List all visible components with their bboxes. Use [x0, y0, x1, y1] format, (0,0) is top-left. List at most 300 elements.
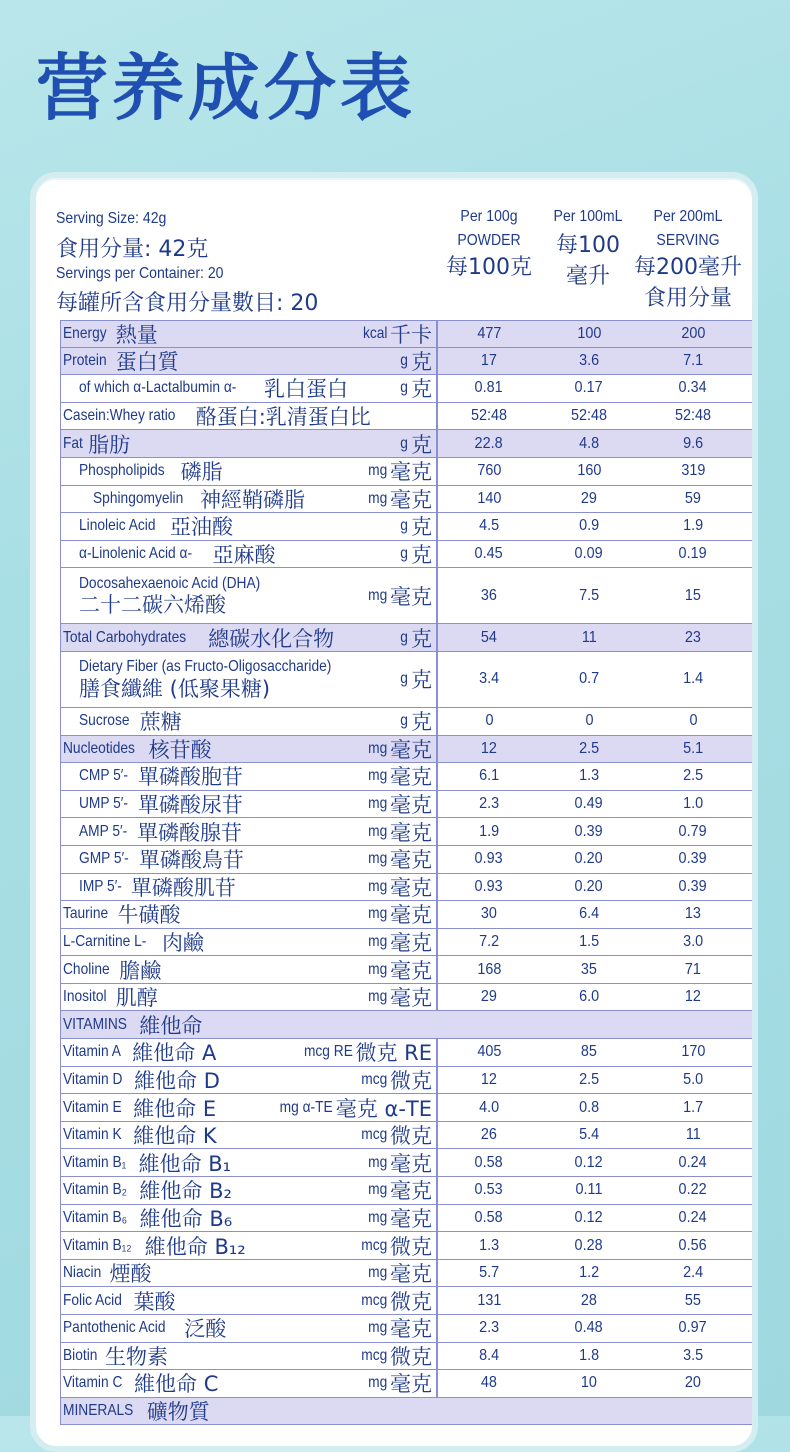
unit-en: mg [367, 1319, 387, 1337]
unit-en: g [400, 351, 408, 369]
nutrient-name-zh: 亞麻酸 [212, 543, 276, 568]
unit-en: kcal [362, 324, 387, 342]
unit-en: g [400, 670, 408, 688]
value-cell: 0 [688, 712, 698, 730]
unit-zh: 千卡 [390, 322, 432, 347]
unit-label [365, 1315, 432, 1342]
nutrient-row [60, 375, 758, 403]
value-cell: 30 [480, 905, 498, 923]
nutrient-label [79, 818, 242, 845]
unit-label [365, 956, 432, 983]
nutrient-name-zh: 單磷酸腺苷 [137, 820, 243, 845]
column-divider [436, 430, 438, 457]
value-cell: 6.4 [578, 905, 600, 923]
nutrient-label [63, 1370, 218, 1397]
nutrient-name-en: Vitamin B₆ [63, 1208, 128, 1226]
nutrient-name-en: Niacin [63, 1264, 102, 1282]
unit-label [365, 874, 432, 901]
value-cell: 5.4 [578, 1126, 600, 1144]
nutrient-name-zh: 牛磺酸 [117, 903, 181, 928]
value-cell: 3.5 [682, 1346, 704, 1364]
serving-size-zh: 食用分量: 42克 [56, 237, 209, 262]
unit-zh: 毫克 [390, 584, 432, 609]
value-cell: 0.24 [678, 1208, 708, 1226]
nutrient-name-zh: 亞油酸 [169, 515, 233, 540]
unit-label [399, 348, 432, 375]
nutrient-name-en: Docosahexaenoic Acid (DHA) [79, 574, 261, 592]
value-cell: 2.3 [478, 1319, 500, 1337]
nutrient-name-zh: 脂肪 [88, 432, 131, 457]
unit-en: mg [367, 1374, 387, 1392]
nutrient-label [79, 375, 348, 402]
value-cell: 3.4 [478, 670, 500, 688]
column-divider [436, 321, 438, 347]
nutrient-row [60, 458, 758, 486]
unit-zh: 微克 [390, 1344, 432, 1369]
unit-label [357, 1122, 432, 1149]
nutrient-row [60, 1177, 758, 1205]
nutrient-name-zh: 葉酸 [133, 1289, 176, 1314]
value-cell: 160 [576, 462, 602, 480]
value-cell: 2.5 [578, 1070, 600, 1088]
value-cell: 2.5 [578, 739, 600, 757]
section-row [60, 430, 758, 458]
column-divider [436, 1177, 438, 1204]
unit-label [357, 1287, 432, 1314]
unit-en: mg [367, 795, 387, 813]
value-cell: 0.28 [574, 1236, 604, 1254]
value-cell: 0.12 [574, 1208, 604, 1226]
nutrient-name-zh: 維他命 B₂ [139, 1179, 232, 1204]
unit-label [365, 1370, 432, 1397]
nutrient-row [60, 1232, 758, 1260]
unit-en: mg [367, 988, 387, 1006]
value-cell: 0.34 [678, 379, 708, 397]
value-cell: 5.0 [682, 1070, 704, 1088]
nutrient-row [60, 1343, 758, 1371]
unit-label [357, 1067, 432, 1094]
value-cell: 28 [580, 1291, 598, 1309]
value-cell: 52:48 [674, 407, 712, 425]
value-cell: 29 [580, 489, 598, 507]
value-cell: 0.58 [474, 1208, 504, 1226]
value-cell: 2.5 [682, 767, 704, 785]
nutrient-name-zh: 維他命 B₁₂ [144, 1234, 246, 1259]
nutrient-row [60, 984, 758, 1012]
unit-en: g [400, 517, 408, 535]
unit-label [365, 984, 432, 1011]
value-cell: 29 [480, 988, 498, 1006]
value-cell: 0.93 [474, 850, 504, 868]
value-cell: 0.12 [574, 1153, 604, 1171]
col-per-200ml: Per 200mL SERVING 每200毫升 食用分量 [634, 208, 742, 311]
nutrient-label [63, 1232, 246, 1259]
unit-label [399, 513, 432, 540]
unit-en: mg [367, 960, 387, 978]
nutrient-row [60, 541, 758, 569]
value-cell: 1.8 [578, 1346, 600, 1364]
unit-en: mg [367, 850, 387, 868]
value-cell: 3.6 [578, 351, 600, 369]
nutrient-name-zh: 單磷酸胞苷 [137, 765, 243, 790]
nutrient-name-zh: 維他命 B₁ [138, 1151, 232, 1176]
value-cell: 0 [584, 712, 594, 730]
unit-label [365, 901, 432, 928]
value-cell: 0.58 [474, 1153, 504, 1171]
unit-en: mg [367, 932, 387, 950]
value-cell: 405 [476, 1043, 502, 1061]
unit-en: mg [367, 1153, 387, 1171]
column-divider [436, 1315, 438, 1342]
value-cell: 0.11 [575, 1181, 603, 1199]
column-divider [436, 624, 438, 651]
nutrient-name-en: AMP 5′- [79, 822, 128, 840]
unit-label [365, 846, 432, 873]
value-cell: 48 [480, 1374, 498, 1392]
nutrient-name-en: Pantothenic Acid [63, 1319, 166, 1337]
column-divider [436, 1343, 438, 1370]
nutrient-name-en: UMP 5′- [79, 795, 128, 813]
nutrient-name-zh: 乳白蛋白 [264, 377, 349, 402]
nutrient-name-zh: 單磷酸尿苷 [137, 793, 243, 818]
nutrient-label [63, 1398, 210, 1425]
nutrient-name-en: Vitamin K [63, 1126, 122, 1144]
column-divider [436, 984, 438, 1011]
column-divider [436, 652, 438, 707]
nutrient-name-zh: 總碳水化合物 [208, 626, 335, 651]
unit-en: g [400, 712, 408, 730]
nutrient-label [79, 652, 370, 707]
nutrient-name-zh: 生物素 [105, 1344, 169, 1369]
value-cell: 0.97 [678, 1319, 708, 1337]
value-cell: 10 [580, 1374, 598, 1392]
value-cell: 0.8 [578, 1098, 600, 1116]
nutrient-name-en: Total Carbohydrates [63, 628, 187, 646]
unit-zh: 毫克 [390, 1317, 432, 1342]
nutrient-name-zh: 肉鹼 [161, 930, 204, 955]
nutrition-card [30, 172, 758, 1452]
column-divider [436, 403, 438, 430]
unit-en: g [400, 545, 408, 563]
value-cell: 6.1 [478, 767, 500, 785]
value-cell: 760 [476, 462, 502, 480]
unit-label [399, 708, 432, 735]
unit-label [296, 1039, 432, 1066]
nutrient-label [63, 1011, 202, 1038]
unit-zh: 毫克 [390, 737, 432, 762]
nutrient-label [79, 874, 236, 901]
value-cell: 0.9 [578, 517, 600, 535]
nutrient-name-en: Vitamin A [63, 1043, 121, 1061]
value-cell: 5.1 [682, 739, 704, 757]
value-cell: 17 [480, 351, 498, 369]
unit-label [365, 736, 432, 763]
nutrient-label [79, 708, 182, 735]
column-divider [436, 708, 438, 735]
value-cell: 2.3 [478, 795, 500, 813]
value-cell: 1.5 [578, 932, 600, 950]
nutrient-table [60, 320, 758, 1425]
nutrient-name-zh: 單磷酸鳥苷 [138, 848, 244, 873]
value-cell: 55 [684, 1291, 702, 1309]
value-cell: 4.0 [478, 1098, 500, 1116]
section-row [60, 320, 758, 348]
unit-label [359, 321, 432, 347]
unit-en: mg [367, 1208, 387, 1226]
unit-zh: 毫克 α-TE [335, 1096, 432, 1121]
unit-zh: 微克 [390, 1289, 432, 1314]
value-cell: 0.17 [574, 379, 604, 397]
nutrient-name-en: L-Carnitine L- [63, 932, 147, 950]
nutrient-name-en: Vitamin B₁₂ [63, 1236, 132, 1254]
nutrient-row [60, 1315, 758, 1343]
unit-zh: 毫克 [390, 903, 432, 928]
nutrient-label [63, 1287, 175, 1314]
nutrient-name-en: Protein [63, 351, 107, 369]
nutrient-row [60, 403, 758, 431]
value-cell: 52:48 [470, 407, 508, 425]
nutrient-name-en: IMP 5′- [79, 877, 122, 895]
unit-label [399, 652, 432, 707]
value-cell: 0.39 [574, 822, 604, 840]
value-cell: 85 [580, 1043, 598, 1061]
nutrient-name-zh: 磷脂 [180, 460, 223, 485]
column-divider [436, 818, 438, 845]
value-cell: 0.48 [574, 1319, 604, 1337]
value-cell: 54 [480, 628, 498, 646]
unit-zh: 微克 [390, 1234, 432, 1259]
nutrient-name-en: Vitamin B₁ [63, 1153, 127, 1171]
nutrient-name-zh: 蛋白質 [115, 349, 179, 374]
nutrient-name-en: MINERALS [63, 1402, 134, 1420]
value-cell: 170 [680, 1043, 706, 1061]
nutrient-name-en: Nucleotides [63, 739, 135, 757]
value-cell: 0.39 [678, 877, 708, 895]
value-cell: 4.8 [578, 434, 600, 452]
value-cell: 2.4 [682, 1264, 704, 1282]
unit-en: mg [367, 905, 387, 923]
nutrient-name-en: of which α-Lactalbumin α- [79, 379, 237, 397]
value-cell: 0.56 [678, 1236, 708, 1254]
column-divider [436, 846, 438, 873]
unit-zh: 毫克 [390, 958, 432, 983]
unit-label [365, 1177, 432, 1204]
nutrient-label [63, 984, 158, 1011]
nutrient-label [63, 736, 212, 763]
unit-label [365, 1149, 432, 1176]
nutrient-name-zh: 煙酸 [109, 1262, 152, 1287]
nutrient-name-zh: 維他命 A [132, 1041, 217, 1066]
nutrient-label [63, 321, 158, 347]
value-cell: 1.9 [682, 517, 704, 535]
nutrient-row [60, 901, 758, 929]
nutrient-name-en: α-Linolenic Acid α- [79, 545, 193, 563]
value-cell: 0 [484, 712, 494, 730]
nutrient-row [60, 818, 758, 846]
value-cell: 12 [480, 1070, 498, 1088]
nutrient-name-zh: 肌醇 [115, 986, 158, 1011]
section-row [60, 1398, 758, 1426]
unit-en: g [400, 434, 408, 452]
serving-size-en: Serving Size: 42g [56, 210, 167, 227]
value-cell: 0.22 [678, 1181, 708, 1199]
value-cell: 477 [476, 324, 502, 342]
nutrient-row [60, 1149, 758, 1177]
unit-en: mg [367, 877, 387, 895]
value-cell: 7.2 [478, 932, 500, 950]
value-cell: 13 [684, 905, 702, 923]
nutrient-row [60, 1260, 758, 1288]
nutrient-name-en: Choline [63, 960, 110, 978]
nutrient-label [63, 348, 179, 375]
value-cell: 0.81 [474, 379, 504, 397]
nutrient-name-zh: 維他命 K [133, 1124, 217, 1149]
unit-label [271, 1094, 432, 1121]
value-cell: 0.45 [474, 545, 504, 563]
nutrient-name-zh: 礦物質 [146, 1400, 210, 1425]
nutrient-label [79, 846, 244, 873]
table-header [36, 178, 752, 320]
unit-label [365, 818, 432, 845]
column-divider [436, 1260, 438, 1287]
col-per-100g: Per 100g POWDER 每100克 [446, 208, 532, 280]
value-cell: 59 [684, 489, 702, 507]
column-divider [436, 1122, 438, 1149]
unit-label [399, 375, 432, 402]
column-divider [436, 956, 438, 983]
column-divider [436, 791, 438, 818]
column-divider [436, 929, 438, 956]
nutrient-name-en: GMP 5′- [79, 850, 129, 868]
servings-per-container-en: Servings per Container: 20 [56, 265, 224, 282]
unit-zh: 毫克 [390, 1372, 432, 1397]
unit-zh: 微克 [390, 1068, 432, 1093]
unit-zh: 克 [411, 543, 432, 568]
servings-per-container-zh: 每罐所含食用分量數目: 20 [56, 291, 319, 316]
unit-label [365, 1260, 432, 1287]
unit-zh: 克 [411, 377, 432, 402]
value-cell: 200 [680, 324, 706, 342]
column-divider [436, 1287, 438, 1314]
nutrient-name-en: Biotin [63, 1346, 98, 1364]
nutrient-row [60, 568, 758, 624]
value-cell: 1.4 [682, 670, 704, 688]
unit-zh: 毫克 [390, 820, 432, 845]
value-cell: 52:48 [570, 407, 608, 425]
nutrient-name-en: Vitamin B₂ [63, 1181, 127, 1199]
nutrient-label [79, 458, 223, 485]
unit-zh: 毫克 [390, 1151, 432, 1176]
unit-zh: 毫克 [390, 986, 432, 1011]
nutrient-label [79, 791, 243, 818]
nutrient-name-zh: 維他命 C [134, 1372, 219, 1397]
column-divider [436, 901, 438, 928]
unit-label [365, 486, 432, 513]
section-row [60, 736, 758, 764]
unit-zh: 毫克 [390, 793, 432, 818]
value-cell: 22.8 [474, 434, 504, 452]
value-cell: 26 [480, 1126, 498, 1144]
value-cell: 0.24 [678, 1153, 708, 1171]
unit-zh: 毫克 [390, 1262, 432, 1287]
value-cell: 1.0 [682, 795, 704, 813]
value-cell: 11 [685, 1126, 701, 1144]
unit-en: mcg [360, 1126, 387, 1144]
unit-label [365, 791, 432, 818]
nutrient-name-zh: 核苷酸 [148, 737, 212, 762]
value-cell: 0.53 [474, 1181, 504, 1199]
column-divider [436, 568, 438, 623]
value-cell: 11 [581, 628, 597, 646]
value-cell: 1.9 [478, 822, 500, 840]
nutrient-name-zh: 維他命 E [133, 1096, 217, 1121]
nutrient-name-en: Sucrose [79, 712, 130, 730]
value-cell: 0.19 [678, 545, 708, 563]
value-cell: 0.79 [678, 822, 708, 840]
nutrient-name-zh: 維他命 [139, 1013, 203, 1038]
value-cell: 7.5 [578, 586, 600, 604]
nutrient-label [63, 901, 180, 928]
value-cell: 4.5 [478, 517, 500, 535]
unit-en: mg [367, 1181, 387, 1199]
unit-en: mg [367, 462, 387, 480]
value-cell: 100 [576, 324, 602, 342]
unit-label [357, 1343, 432, 1370]
unit-label [399, 624, 432, 651]
unit-en: g [400, 379, 408, 397]
value-cell: 8.4 [478, 1346, 500, 1364]
value-cell: 23 [684, 628, 702, 646]
col-per-100ml: Per 100mL 每100 毫升 [553, 208, 623, 289]
nutrient-name-en: Taurine [63, 905, 109, 923]
unit-en: mcg RE [303, 1043, 353, 1061]
unit-label [357, 1232, 432, 1259]
nutrient-row [60, 486, 758, 514]
nutrient-label [63, 929, 204, 956]
value-cell: 5.7 [478, 1264, 500, 1282]
value-cell: 12 [480, 739, 498, 757]
nutrient-name-en: Casein:Whey ratio [63, 407, 176, 425]
value-cell: 20 [684, 1374, 702, 1392]
column-divider [436, 1149, 438, 1176]
unit-en: mg [367, 586, 387, 604]
nutrient-name-zh: 單磷酸肌苷 [130, 875, 236, 900]
nutrient-name-en: VITAMINS [63, 1015, 127, 1033]
nutrient-name-en: Folic Acid [63, 1291, 122, 1309]
value-cell: 12 [684, 988, 702, 1006]
unit-en: g [400, 628, 408, 646]
value-cell: 1.2 [578, 1264, 600, 1282]
nutrient-label [63, 1343, 168, 1370]
column-divider [436, 1232, 438, 1259]
value-cell: 0.39 [678, 850, 708, 868]
column-divider [436, 375, 438, 402]
unit-zh: 毫克 [390, 460, 432, 485]
nutrient-name-en: Linoleic Acid [79, 517, 156, 535]
column-divider [436, 486, 438, 513]
value-cell: 131 [476, 1291, 502, 1309]
nutrient-label [63, 1315, 226, 1342]
unit-zh: 毫克 [390, 848, 432, 873]
unit-zh: 毫克 [390, 1206, 432, 1231]
nutrient-name-zh: 熱量 [115, 322, 158, 347]
nutrient-name-en: Vitamin C [63, 1374, 123, 1392]
nutrient-name-zh: 維他命 D [134, 1068, 220, 1093]
nutrient-name-en: Inositol [63, 988, 107, 1006]
nutrient-name-en: CMP 5′- [79, 767, 128, 785]
nutrient-row [60, 1122, 758, 1150]
nutrient-name-zh: 維他命 B₆ [139, 1206, 233, 1231]
